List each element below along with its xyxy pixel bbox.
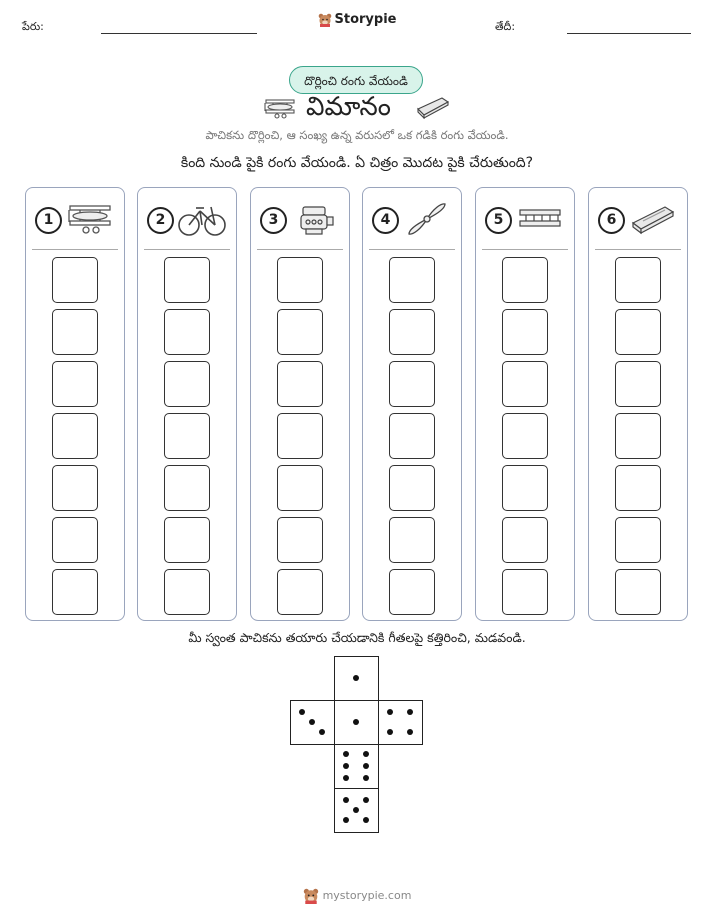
date-line[interactable] bbox=[567, 33, 691, 34]
color-box[interactable] bbox=[389, 361, 435, 407]
column-number: 4 bbox=[372, 207, 399, 234]
color-box[interactable] bbox=[52, 413, 98, 459]
subtitle: పాచికను దొర్లించి, ఆ సంఖ్య ఉన్న వరుసలో ఒక గడికి రంగు వేయండి. bbox=[205, 128, 509, 142]
name-label: పేరు: bbox=[22, 20, 44, 33]
color-box[interactable] bbox=[164, 517, 210, 563]
activity-badge: దొర్లించి రంగు వేయండి bbox=[289, 66, 423, 94]
color-box[interactable] bbox=[277, 413, 323, 459]
dice-pip bbox=[353, 719, 359, 725]
color-box[interactable] bbox=[615, 413, 661, 459]
dice-pip bbox=[387, 729, 393, 735]
color-box[interactable] bbox=[615, 517, 661, 563]
dice-pip bbox=[407, 709, 413, 715]
biplane-icon bbox=[263, 97, 299, 119]
color-box[interactable] bbox=[52, 257, 98, 303]
dice-pip bbox=[363, 817, 369, 823]
column-number: 6 bbox=[598, 207, 625, 234]
instruction: కింది నుండి పైకి రంగు వేయండి. ఏ చిత్రం మొదట పైకి చేరుతుంది? bbox=[180, 155, 534, 171]
dice-pip bbox=[343, 817, 349, 823]
color-box[interactable] bbox=[502, 465, 548, 511]
date-label: తేదీ: bbox=[495, 20, 516, 33]
column-divider bbox=[369, 249, 455, 250]
color-box[interactable] bbox=[52, 517, 98, 563]
color-box[interactable] bbox=[52, 361, 98, 407]
wood-plank-icon bbox=[415, 95, 451, 119]
color-box[interactable] bbox=[502, 361, 548, 407]
color-box[interactable] bbox=[502, 569, 548, 615]
color-box[interactable] bbox=[615, 257, 661, 303]
color-box[interactable] bbox=[52, 309, 98, 355]
color-box[interactable] bbox=[52, 569, 98, 615]
color-box[interactable] bbox=[277, 257, 323, 303]
color-box[interactable] bbox=[277, 465, 323, 511]
biplane-icon bbox=[66, 201, 114, 237]
color-box[interactable] bbox=[164, 361, 210, 407]
column-5 bbox=[475, 187, 575, 621]
color-box[interactable] bbox=[277, 361, 323, 407]
column-divider bbox=[482, 249, 568, 250]
dice-face-3 bbox=[290, 700, 335, 745]
column-1 bbox=[25, 187, 125, 621]
dice-pip bbox=[309, 719, 315, 725]
column-divider bbox=[144, 249, 230, 250]
color-box[interactable] bbox=[502, 257, 548, 303]
color-box[interactable] bbox=[502, 517, 548, 563]
column-6 bbox=[588, 187, 688, 621]
dice-pip bbox=[353, 807, 359, 813]
column-number: 3 bbox=[260, 207, 287, 234]
wing-icon bbox=[516, 201, 564, 237]
brand-name: Storypie bbox=[334, 12, 397, 27]
dice-face-1 bbox=[334, 656, 379, 701]
dice-pip bbox=[363, 763, 369, 769]
dice-pip bbox=[363, 775, 369, 781]
dice-pip bbox=[343, 797, 349, 803]
column-divider bbox=[257, 249, 343, 250]
color-box[interactable] bbox=[615, 465, 661, 511]
color-box[interactable] bbox=[389, 309, 435, 355]
name-line[interactable] bbox=[101, 33, 257, 34]
dice-pip bbox=[299, 709, 305, 715]
dice-pip bbox=[387, 709, 393, 715]
dice-face-4 bbox=[378, 700, 423, 745]
dice-pip bbox=[353, 675, 359, 681]
column-number: 5 bbox=[485, 207, 512, 234]
column-number: 1 bbox=[35, 207, 62, 234]
column-divider bbox=[595, 249, 681, 250]
dice-face-6 bbox=[334, 744, 379, 789]
footer-url: mystorypie.com bbox=[322, 889, 412, 902]
color-box[interactable] bbox=[164, 257, 210, 303]
color-box[interactable] bbox=[164, 309, 210, 355]
engine-icon bbox=[291, 201, 339, 237]
color-box[interactable] bbox=[615, 569, 661, 615]
cut-instruction: మీ స్వంత పాచికను తయారు చేయడానికి గీతలపై కత్తిరించి, మడవండి. bbox=[188, 630, 526, 645]
color-box[interactable] bbox=[615, 309, 661, 355]
color-box[interactable] bbox=[277, 569, 323, 615]
color-box[interactable] bbox=[389, 517, 435, 563]
dice-pip bbox=[343, 775, 349, 781]
dice-pip bbox=[319, 729, 325, 735]
dice-pip bbox=[363, 751, 369, 757]
color-box[interactable] bbox=[389, 413, 435, 459]
dice-pip bbox=[343, 763, 349, 769]
color-box[interactable] bbox=[52, 465, 98, 511]
dice-face-5 bbox=[334, 788, 379, 833]
color-box[interactable] bbox=[502, 309, 548, 355]
dice-pip bbox=[363, 797, 369, 803]
column-4 bbox=[362, 187, 462, 621]
column-3 bbox=[250, 187, 350, 621]
color-box[interactable] bbox=[389, 569, 435, 615]
wood-plank-icon bbox=[629, 201, 677, 237]
color-box[interactable] bbox=[615, 361, 661, 407]
brand-logo bbox=[0, 12, 714, 27]
column-number: 2 bbox=[147, 207, 174, 234]
bear-logo-icon bbox=[318, 13, 332, 27]
color-box[interactable] bbox=[164, 569, 210, 615]
footer bbox=[0, 888, 714, 904]
color-box[interactable] bbox=[277, 517, 323, 563]
column-2 bbox=[137, 187, 237, 621]
dice-face-1 bbox=[334, 700, 379, 745]
color-box[interactable] bbox=[389, 257, 435, 303]
bicycle-icon bbox=[178, 201, 226, 237]
color-box[interactable] bbox=[277, 309, 323, 355]
propeller-icon bbox=[403, 201, 451, 237]
dice-pip bbox=[343, 751, 349, 757]
page-title: విమానం bbox=[306, 92, 391, 122]
color-box[interactable] bbox=[164, 465, 210, 511]
bear-logo-icon bbox=[303, 888, 319, 904]
color-box[interactable] bbox=[502, 413, 548, 459]
color-box[interactable] bbox=[389, 465, 435, 511]
column-divider bbox=[32, 249, 118, 250]
color-box[interactable] bbox=[164, 413, 210, 459]
dice-pip bbox=[407, 729, 413, 735]
